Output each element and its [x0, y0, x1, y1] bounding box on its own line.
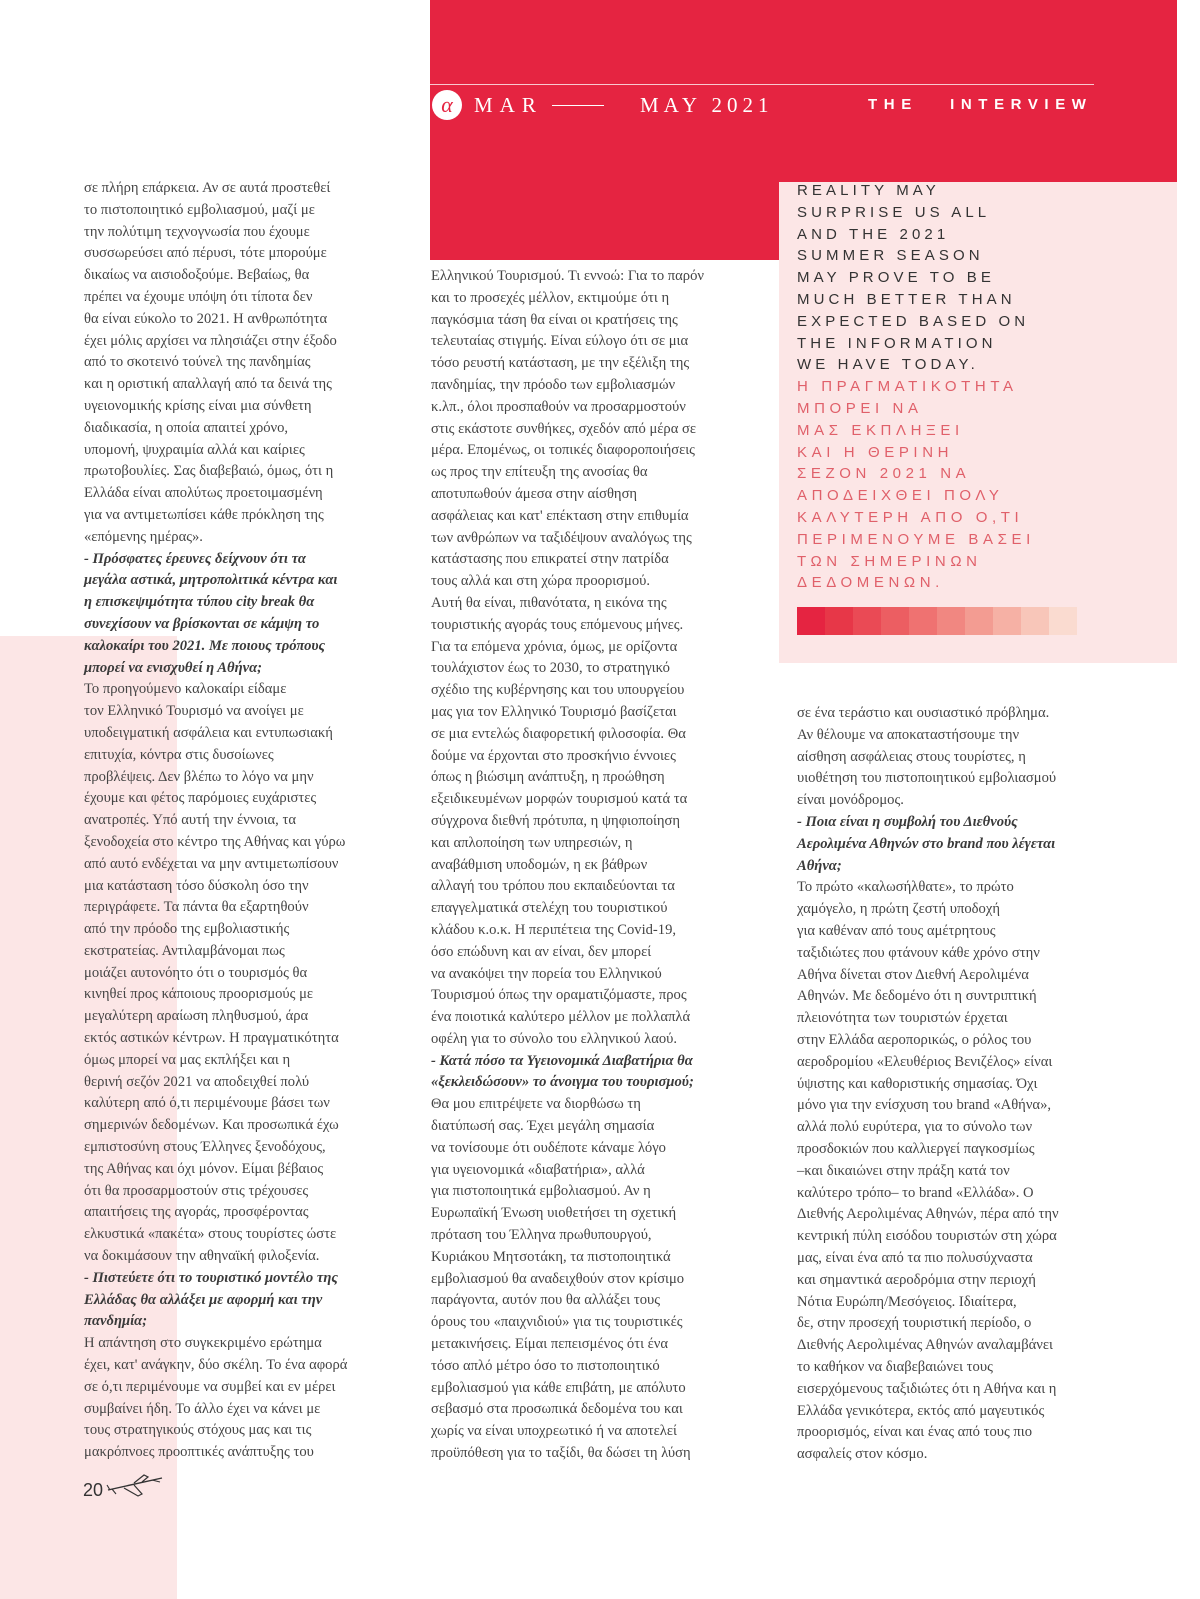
body-text-line: και το προσεχές μέλλον, εκτιμούμε ότι η	[431, 289, 670, 306]
body-text-line: και η οριστική απαλλαγή από τα δεινά της	[84, 376, 332, 393]
pull-quote-line: ΑΠΟΔΕΙΧΘΕΙ ΠΟΛΥ	[797, 487, 1004, 505]
body-text-line: Διεθνής Αερολιμένας Αθηνών αναλαμβάνει	[797, 1337, 1053, 1354]
body-text-line: ως προς την επίτευξη της ανοσίας θα	[431, 464, 648, 481]
body-text-line: ανατροπές. Υπό αυτή την έννοια, τα	[84, 812, 296, 829]
article-column-2	[431, 266, 729, 1465]
pull-quote-line: MUCH BETTER THAN	[797, 290, 1016, 308]
interview-question-line: - Πιστεύετε ότι το τουριστικό μοντέλο της	[84, 1269, 338, 1286]
body-text-line: θερινή σεζόν 2021 να αποδειχθεί πολύ	[84, 1073, 310, 1090]
body-text-line: προορισμός, είναι και ένας από τους πιο	[797, 1424, 1033, 1441]
body-text-line: τους αλλά και στη χώρα προορισμού.	[431, 573, 651, 590]
body-text-line: Το πρώτο «καλωσήλθατε», το πρώτο	[797, 879, 1014, 896]
body-text-line: Ελλάδα γενικότερα, εκτός από μαγευτικός	[797, 1402, 1045, 1419]
pull-quote-line: REALITY MAY	[797, 182, 940, 199]
body-text-line: καλύτερη από ό,τι περιμένουμε βάσει των	[84, 1095, 330, 1112]
body-text-line: σύγχρονα διεθνή πρότυπα, η ψηφιοποίηση	[431, 812, 681, 829]
body-text-line: πλειονότητα των τουριστών έρχεται	[797, 1010, 1008, 1027]
body-text-line: καλύτερο τρόπο– το brand «Ελλάδα». Ο	[797, 1184, 1034, 1201]
body-text-line: για καθέναν από τους αμέτρητους	[797, 922, 996, 939]
pull-quote-line: SURPRISE US ALL	[797, 203, 991, 221]
body-text-line: θα είναι εύκολο το 2021. Η ανθρωπότητα	[84, 310, 328, 327]
body-text-line: Ευρωπαϊκή Ένωση υιοθετήσει τη σχετική	[431, 1205, 677, 1222]
body-text-line: εμβολιασμού για κάθε επιβάτη, με απόλυτο	[431, 1379, 686, 1396]
body-text-line: προϋπόθεση για το ταξίδι, θα δώσει τη λύση	[431, 1445, 691, 1462]
body-text-line: να δοκιμάσουν την αθηναϊκή φιλοξενία.	[84, 1248, 320, 1265]
body-text-line: είναι μονόδρομος.	[797, 792, 904, 809]
body-text-line: Τουρισμού όπως την οραματιζόμαστε, προς	[431, 987, 687, 1004]
body-text-line: Αν θέλουμε να αποκαταστήσουμε την	[797, 726, 1020, 743]
body-text-line: τουλάχιστον έως το 2030, το στρατηγικό	[431, 660, 670, 677]
body-text-line: Το προηγούμενο καλοκαίρι είδαμε	[84, 681, 287, 698]
body-text-line: αναβάθμιση υποδομών, η εκ βάθρων	[431, 856, 648, 873]
body-text-line: κλάδου κ.ο.κ. Η περιπέτεια της Covid-19,	[431, 921, 677, 938]
body-text-line: δε, στην προσεχή τουριστική περίοδο, ο	[797, 1315, 1032, 1332]
body-text-line: από την πρόοδο της εμβολιαστικής	[84, 921, 290, 938]
body-text-line: Αυτή θα είναι, πιθανότατα, η εικόνα της	[431, 594, 667, 611]
body-text-line: παράγοντα, αυτόν που θα αλλάξει τους	[431, 1292, 661, 1309]
issue-date-dash	[552, 105, 604, 106]
strip-swatch	[1021, 607, 1049, 635]
pull-quote-line: ΤΩΝ ΣΗΜΕΡΙΝΩΝ	[797, 552, 982, 570]
interview-question-line: η επισκεψιμότητα τύπου city break θα	[84, 594, 315, 611]
page-number: 20	[83, 1480, 104, 1500]
airplane-sketch-icon	[104, 1472, 166, 1502]
color-gradient-strip	[797, 607, 1077, 635]
pull-quote	[797, 180, 1157, 594]
pull-quote-line: THE INFORMATION	[797, 334, 997, 352]
body-text-line: Νότια Ευρώπη/Μεσόγειος. Ιδιαίτερα,	[797, 1293, 1017, 1310]
interview-question-line: «ξεκλειδώσουν» το άνοιγμα του τουρισμού;	[431, 1074, 694, 1091]
header-rule	[430, 84, 1094, 85]
article-column-1	[84, 178, 384, 1464]
body-text-line: διατύπωσή σας. Έχει μεγάλη σημασία	[431, 1118, 655, 1135]
body-text-line: ασφαλείς στον κόσμο.	[797, 1446, 928, 1463]
pull-quote-line: ΠΕΡΙΜΕΝΟΥΜΕ ΒΑΣΕΙ	[797, 530, 1035, 548]
body-text-line: αλλαγή του τρόπου που εκπαιδεύονται τα	[431, 878, 675, 895]
body-text-line: για υγειονομικά «διαβατήρια», αλλά	[431, 1161, 645, 1178]
body-text-line: υπομονή, ψυχραιμία αλλά και καίριες	[84, 441, 305, 458]
body-text-line: για να αντιμετωπίσει κάθε πρόκληση της	[84, 506, 324, 523]
strip-swatch	[797, 607, 825, 635]
body-text-line: κ.λπ., όλοι προσπαθούν να προσαρμοστούν	[431, 398, 686, 415]
issue-month-start: MAR	[474, 93, 543, 117]
interview-question-line: - Κατά πόσο τα Υγειονομικά Διαβατήρια θα	[431, 1052, 693, 1069]
interview-question-line: - Ποια είναι η συμβολή του Διεθνούς	[797, 813, 1018, 830]
body-text-line: έχουμε και φέτος παρόμοιες ευχάριστες	[84, 790, 317, 807]
body-text-line: Αθηνών. Με δεδομένο ότι η συντριπτική	[797, 988, 1037, 1005]
body-text-line: υποδειγματική ασφάλεια και εντυπωσιακή	[84, 724, 333, 741]
body-text-line: «επόμενης ημέρας».	[84, 528, 203, 545]
body-text-line: όρους του «παιχνιδιού» για τις τουριστικές	[431, 1314, 683, 1331]
pull-quote-line: ΜΠΟΡΕΙ ΝΑ	[797, 399, 923, 417]
body-text-line: δούμε να έρχονται στο προσκήνιο έννοιες	[431, 747, 676, 764]
body-text-line: αποτυπωθούν άμεσα στην αίσθηση	[431, 485, 638, 502]
body-text-line: πανδημίας, την πρόοδο των εμβολιασμών	[431, 376, 676, 393]
magazine-logo-icon: α	[432, 90, 462, 120]
body-text-line: διαδικασία, η οποία απαιτεί χρόνο,	[84, 419, 289, 436]
strip-swatch	[1049, 607, 1077, 635]
body-text-line: υγειονομικής κρίσης είναι μια σύνθετη	[84, 397, 312, 414]
interview-question-line: καλοκαίρι του 2021. Με ποιους τρόπους	[84, 637, 326, 654]
interview-question-line: Αερολιμένα Αθηνών στο brand που λέγεται	[797, 835, 1056, 852]
body-text-line: μετακινήσεις. Είμαι πεπεισμένος ότι ένα	[431, 1336, 669, 1353]
body-text-line: της Αθήνας και όχι μόνον. Είμαι βέβαιος	[84, 1160, 324, 1177]
body-text-line: τόσο απλό μέτρο όσο το πιστοποιητικό	[431, 1357, 660, 1374]
body-text-line: Ελληνικού Τουρισμού. Τι εννοώ: Για το παρόν	[431, 268, 704, 284]
body-text-line: χαμόγελο, η πρώτη ζεστή υποδοχή	[797, 901, 1000, 918]
body-text-line: Κυριάκου Μητσοτάκη, τα πιστοποιητικά	[431, 1248, 671, 1265]
body-text-line: να τονίσουμε ότι ουδέποτε κάναμε λόγο	[431, 1139, 666, 1156]
body-text-line: μακρόπνοες προοπτικές ανάπτυξης του	[84, 1444, 314, 1461]
body-text-line: κατάστασης που επικρατεί στην πατρίδα	[431, 551, 669, 568]
body-text-line: για πιστοποιητικά εμβολιασμού. Αν η	[431, 1183, 651, 1200]
body-text-line: εκτός αστικών κέντρων. Η πραγματικότητα	[84, 1030, 339, 1047]
body-text-line: από αυτό ενδέχεται να μην αντιμετωπίσουν	[84, 855, 339, 872]
body-text-line: συμβαίνει ήδη. Το άλλο έχει να κάνει με	[84, 1400, 321, 1417]
body-text-line: πρόταση του Έλληνα πρωθυπουργού,	[431, 1227, 652, 1244]
body-text-line: σε ό,τι περιμένουμε να συμβεί και εν μέρει	[84, 1378, 336, 1395]
body-text-line: μέρα. Επομένως, οι τοπικές διαφοροποιήσεις	[431, 442, 695, 459]
pull-quote-line: ΚΑΙ Η ΘΕΡΙΝΗ	[797, 443, 954, 461]
body-text-line: επιτυχία, κόντρα στις δυσοίωνες	[84, 746, 274, 763]
body-text-line: εκστρατείας. Αντιλαμβάνομαι πως	[84, 942, 285, 959]
strip-swatch	[993, 607, 1021, 635]
body-text-line: δικαίως να αισιοδοξούμε. Βεβαίως, θα	[84, 267, 310, 284]
body-text-line: συσσωρεύσει από πέρυσι, τότε μπορούμε	[84, 245, 327, 262]
body-text-line: περιγράφετε. Τα πάντα θα εξαρτηθούν	[84, 899, 309, 916]
body-text-line: σε μια εντελώς διαφορετική φιλοσοφία. Θα	[431, 725, 686, 742]
body-text-line: όσο επώδυνη και αν είναι, δεν μπορεί	[431, 943, 652, 960]
body-text-line: εξειδικευμένων μορφών τουρισμού κατά τα	[431, 791, 688, 808]
body-text-line: πρέπει να έχουμε υπόψη ότι τίποτα δεν	[84, 288, 313, 305]
body-text-line: Θα μου επιτρέψετε να διορθώσω τη	[431, 1096, 641, 1113]
body-text-line: όμως μπορεί να μας εκπλήξει και η	[84, 1051, 291, 1068]
body-text-line: τον Ελληνικό Τουρισμό να ανοίγει με	[84, 703, 304, 720]
pull-quote-greek	[797, 376, 1157, 594]
pull-quote-line: SUMMER SEASON	[797, 247, 984, 265]
body-text-line: αίσθηση ασφάλειας στους τουρίστες, η	[797, 748, 1026, 765]
body-text-line: το πιστοποιητικό εμβολιασμού, μαζί με	[84, 201, 315, 218]
pull-quote-line: AND THE 2021	[797, 225, 950, 243]
body-text-line: ύψιστης και καθοριστικής σημασίας. Όχι	[797, 1075, 1038, 1092]
body-text-line: έχει μόλις αρχίσει να πλησιάζει στην έξοδο	[84, 332, 337, 349]
body-text-line: εμβολιασμού θα αναδειχθούν στον κρίσιμο	[431, 1270, 685, 1287]
body-text-line: ασφάλειας και κατ' επέκταση στην επιθυμία	[431, 507, 689, 524]
interview-question-line: μεγάλα αστικά, μητροπολιτικά κέντρα και	[84, 572, 338, 589]
body-text-line: τους στρατηγικούς στόχους μας και τις	[84, 1422, 312, 1439]
body-text-line: μας για τον Ελληνικό Τουρισμό βασίζεται	[431, 703, 677, 720]
body-text-line: στην Ελλάδα αεροπορικώς, ο ρόλος του	[797, 1031, 1032, 1048]
body-text-line: και σημαντικά αεροδρόμια στην περιοχή	[797, 1271, 1036, 1288]
pull-quote-line: MAY PROVE TO BE	[797, 269, 995, 287]
body-text-line: Αθήνα δίνεται στον Διεθνή Αερολιμένα	[797, 966, 1029, 983]
strip-swatch	[881, 607, 909, 635]
body-text-line: Ελλάδα είναι απολύτως προετοιμασμένη	[84, 485, 323, 502]
body-text-line: μεγαλύτερη αραίωση πληθυσμού, άρα	[84, 1008, 309, 1025]
body-text-line: εισερχόμενους ταξιδιώτες ότι η Αθήνα και η	[797, 1380, 1057, 1397]
body-text-line: ένα ποιοτικά καλύτερο μέλλον με πολλαπλά	[431, 1009, 691, 1026]
pull-quote-english	[797, 180, 1157, 376]
body-text-line: αεροδρομίου «Ελευθέριος Βενιζέλος» είναι	[797, 1053, 1053, 1070]
body-text-line: Διεθνής Αερολιμένας Αθηνών, πέρα από την	[797, 1206, 1059, 1223]
pull-quote-line: WE HAVE TODAY.	[797, 356, 979, 374]
body-text-line: ταξιδιώτες που φτάνουν κάθε χρόνο στην	[797, 944, 1040, 961]
body-text-line: προβλέψεις. Δεν βλέπω το λόγο να μην	[84, 768, 314, 785]
body-text-line: όπως η βιώσιμη ανάπτυξη, η προώθηση	[431, 769, 665, 786]
body-text-line: απαιτήσεις της αγοράς, προσφέροντας	[84, 1204, 309, 1221]
body-text-line: σεβασμό στα προσωπικά δεδομένα του και	[431, 1401, 683, 1418]
pull-quote-line: ΚΑΛΥΤΕΡΗ ΑΠΟ Ο,ΤΙ	[797, 508, 1024, 526]
pull-quote-line: ΣΕΖΟΝ 2021 ΝΑ	[797, 465, 971, 483]
body-text-line: και απλοποίηση των υπηρεσιών, η	[431, 834, 633, 851]
article-column-3	[797, 703, 1097, 1466]
body-text-line: το καθήκον να διαβεβαιώνει τους	[797, 1358, 993, 1375]
strip-swatch	[825, 607, 853, 635]
body-text-line: σημερινών δεδομένων. Και προσωπικά έχω	[84, 1117, 339, 1134]
body-text-line: μοιάζει αυτονόητο ότι ο τουρισμός θα	[84, 964, 308, 981]
interview-question-line: συνεχίσουν να βρίσκονται σε κάμψη το	[84, 615, 320, 632]
body-text-line: να ανακόψει την πορεία του Ελληνικού	[431, 965, 662, 982]
body-text-line: κινηθεί προς κάποιους προορισμούς με	[84, 986, 314, 1003]
body-text-line: οφέλη για το σύνολο του ελληνικού λαού.	[431, 1030, 678, 1047]
body-text-line: σχέδιο της κυβέρνησης και του υπουργείου	[431, 682, 685, 699]
section-title: THE INTERVIEW	[868, 96, 1093, 113]
body-text-line: χωρίς να είναι υποχρεωτικό ή να αποτελεί	[431, 1423, 677, 1440]
body-text-line: παγκόσμια τάση θα είναι οι κρατήσεις της	[431, 311, 678, 328]
body-text-line: σε πλήρη επάρκεια. Αν σε αυτά προστεθεί	[84, 180, 331, 196]
body-text-line: έχει, κατ' ανάγκην, δύο σκέλη. Το ένα αφορά	[84, 1357, 348, 1374]
body-text-line: μόνο για την ενίσχυση του brand «Αθήνα»,	[797, 1097, 1052, 1114]
strip-swatch	[937, 607, 965, 635]
body-text-line: από το σκοτεινό τούνελ της πανδημίας	[84, 354, 311, 371]
strip-swatch	[965, 607, 993, 635]
interview-question-line: Αθήνα;	[797, 857, 842, 874]
body-text-line: Για τα επόμενα χρόνια, όμως, με ορίζοντα	[431, 638, 678, 655]
body-text-line: τελευταίας στιγμής. Είναι εύλογο ότι σε μια	[431, 333, 689, 350]
body-text-line: τουριστικής αγοράς τους επόμενους μήνες.	[431, 616, 684, 633]
body-text-line: εμπιστοσύνη στους Έλληνες ξενοδόχους,	[84, 1139, 326, 1156]
body-text-line: κεντρική πύλη εισόδου τουριστών στη χώρα	[797, 1228, 1057, 1245]
interview-question-line: μπορεί να ενισχυθεί η Αθήνα;	[84, 659, 263, 676]
body-text-line: μια κατάσταση τόσο δύσκολη όσο την	[84, 877, 309, 894]
body-text-line: ότι θα προσαρμοστούν στις τρέχουσες	[84, 1182, 309, 1199]
strip-swatch	[853, 607, 881, 635]
body-text-line: Η απάντηση στο συγκεκριμένο ερώτημα	[84, 1335, 322, 1352]
body-text-line: προσδοκιών που καλλιεργεί παγκοσμίως	[797, 1140, 1035, 1157]
pull-quote-line: EXPECTED BASED ON	[797, 312, 1030, 330]
pull-quote-line: Η ΠΡΑΓΜΑΤΙΚΟΤΗΤΑ	[797, 378, 1018, 396]
body-text-line: σε ένα τεράστιο και ουσιαστικό πρόβλημα.	[797, 705, 1050, 721]
strip-swatch	[909, 607, 937, 635]
body-text-line: επαγγελματικά στελέχη του τουριστικού	[431, 900, 668, 917]
interview-question-line: - Πρόσφατες έρευνες δείχνουν ότι τα	[84, 550, 306, 567]
body-text-line: ελκυστικά «πακέτα» στους τουρίστες ώστε	[84, 1226, 337, 1243]
body-text-line: μας, είναι ένα από τα πιο πολυσύχναστα	[797, 1249, 1033, 1266]
issue-month-end: MAY 2021	[640, 93, 774, 117]
body-text-line: ξενοδοχεία στο κέντρο της Αθήνας και γύρω	[84, 833, 346, 850]
body-text-line: αλλά πολύ ευρύτερα, για το σύνολο των	[797, 1119, 1033, 1136]
body-text-line: πρωτοβουλίες. Σας διαβεβαιώ, όμως, ότι η	[84, 463, 334, 480]
body-text-line: την πολύτιμη τεχνογνωσία που έχουμε	[84, 223, 310, 240]
interview-question-line: πανδημία;	[84, 1313, 148, 1330]
body-text-line: των ανθρώπων να ταξιδέψουν αναλόγως της	[431, 529, 692, 546]
pull-quote-line: ΜΑΣ ΕΚΠΛΗΞΕΙ	[797, 421, 964, 439]
body-text-line: τόσο ρευστή κατάσταση, με την εξέλιξη της	[431, 355, 690, 372]
body-text-line: υιοθέτηση του πιστοποιητικού εμβολιασμού	[797, 770, 1057, 787]
pull-quote-line: ΔΕΔΟΜΕΝΩΝ.	[797, 574, 944, 592]
body-text-line: στις εκάστοτε συνθήκες, σχεδόν από μέρα σε	[431, 420, 697, 437]
body-text-line: –και δικαιώνει στην πράξη κατά τον	[797, 1162, 1010, 1179]
interview-question-line: Ελλάδας θα αλλάξει με αφορμή και την	[84, 1291, 323, 1308]
